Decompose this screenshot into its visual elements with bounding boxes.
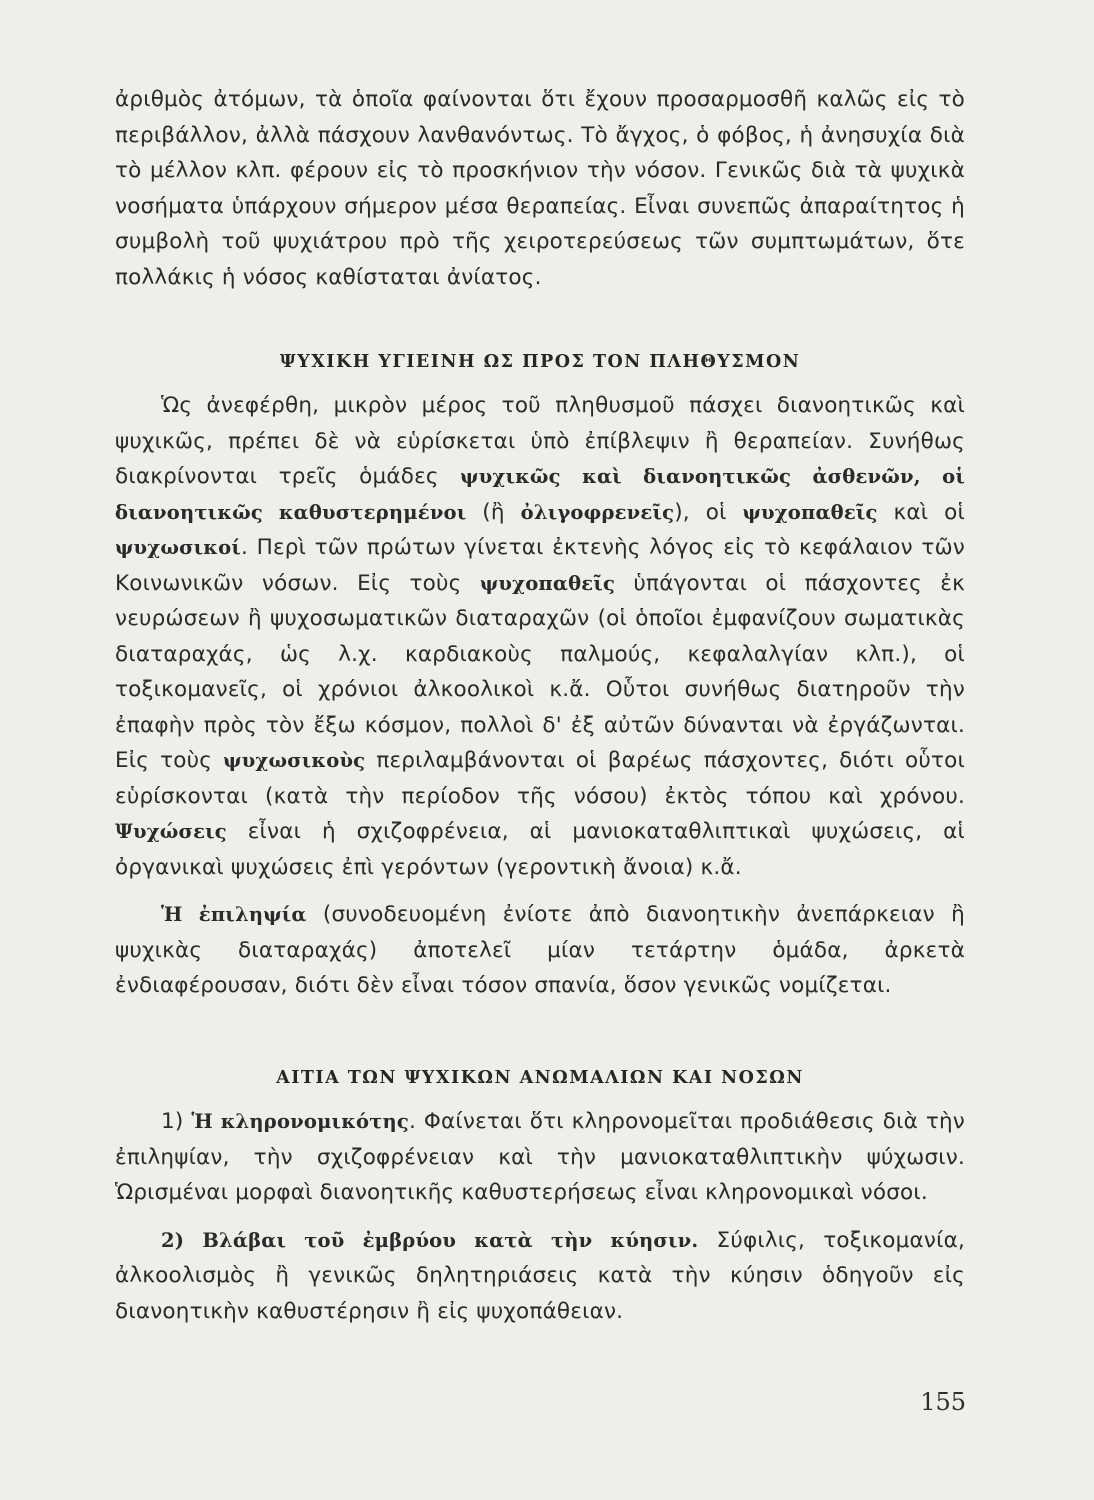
section-heading-mental-hygiene: ΨΥΧΙΚΗ ΥΓΙΕΙΝΗ ΩΣ ΠΡΟΣ ΤΟΝ ΠΛΗΘΥΣΜΟΝ [279, 352, 801, 372]
text-run: (συνοδευομένη ἐνίοτε ἀπὸ διανοητικὴν ἀνεπάρκειαν ἢ ψυχικὰς διαταραχάς) ἀποτελεῖ μίαν τετάρτην ὁμάδα, ἀρκετὰ ἐνδιαφέρουσαν, διότι δὲν εἶναι τόσον σπανία, ὅσον γενικῶς νομίζεται. [115, 902, 965, 998]
cause-item-heredity [115, 1104, 965, 1211]
bold-term: Ἡ κληρονομικότης [191, 1110, 409, 1133]
text-run: καὶ οἱ [877, 499, 965, 525]
cause-item-fetal-damage [115, 1223, 965, 1330]
bold-term: ψυχοπαθεῖς [479, 571, 616, 595]
bold-term: ψυχοπαθεῖς [742, 500, 878, 524]
section1-body [115, 388, 965, 1004]
section2-body [115, 1104, 965, 1329]
item-number: 1) [161, 1109, 192, 1134]
intro-paragraph-block [115, 82, 965, 295]
bold-term: Ψυχώσεις [115, 820, 227, 843]
text-run: ὑπάγονται οἱ πάσχοντες ἐκ νευρώσεων ἢ ψυχοσωματικῶν διαταραχῶν (οἱ ὁποῖοι ἐμφανίζουν σωματικὰς διαταραχάς, ὡς λ.χ. καρδιακοὺς παλμούς, κεφαλαλγίαν κλπ.), οἱ τοξικομανεῖς, οἱ χρόνιοι ἀλκοολικοὶ κ.ἄ. Οὗτοι συνήθως διατηροῦν τὴν ἐπαφὴν πρὸς τὸν ἔξω κόσμον, πολλοὶ δ' ἐξ αὐτῶν δύνανται νὰ ἐργάζωνται. Εἰς τοὺς [115, 570, 965, 773]
intro-paragraph: ἀριθμὸς ἀτόμων, τὰ ὁποῖα φαίνονται ὅτι ἔχουν προσαρμοσθῆ καλῶς εἰς τὸ περιβάλλον, ἀλλὰ πάσχουν λανθανόντως. Τὸ ἄγχος, ὁ φόβος, ἡ ἀνησυχία διὰ τὸ μέλλον κλπ. φέρουν εἰς τὸ προσκήνιον τὴν νόσον. Γενικῶς διὰ τὰ ψυχικὰ νοσήματα ὑπάρχουν σήμερον μέσα θεραπείας. Εἶναι συνεπῶς ἀπαραίτητος ἡ συμβολὴ τοῦ ψυχιάτρου πρὸ τῆς χειροτερεύσεως τῶν συμπτωμάτων, ὅτε πολλάκις ἡ νόσος καθίσταται ἀνίατος. [115, 87, 965, 290]
section-heading-causes: ΑΙΤΙΑ ΤΩΝ ΨΥΧΙΚΩΝ ΑΝΩΜΑΛΙΩΝ ΚΑΙ ΝΟΣΩΝ [276, 1068, 804, 1088]
section1-paragraph-1 [115, 388, 965, 885]
text-run: εἶναι ἡ σχιζοφρένεια, αἱ μανιοκαταθλιπτικαὶ ψυχώσεις, αἱ ὀργανικαὶ ψυχώσεις ἐπὶ γερόντων (γεροντικὴ ἄνοια) κ.ἄ. [115, 819, 965, 880]
bold-term: ψυχικῶς καὶ διανοητικῶς ἀσθενῶν, οἱ διανοητικῶς καθυστερημένοι [115, 465, 965, 524]
bold-term: ὀλιγοφρενεῖς [520, 500, 675, 524]
text-run: περιλαμβάνονται οἱ βαρέως πάσχοντες, διότι οὗτοι εὑρίσκονται (κατὰ τὴν περίοδον τῆς νόσου) ἐκτὸς τόπου καὶ χρόνου. [115, 748, 966, 809]
text-run: . Φαίνεται ὅτι κληρονομεῖται προδιάθεσις διὰ τὴν ἐπιληψίαν, τὴν σχιζοφρένειαν καὶ τὴν μανιοκαταθλιπτικὴν ψύχωσιν. Ὡρισμέναι μορφαὶ διανοητικῆς καθυστερήσεως εἶναι κληρονομικαὶ νόσοι. [115, 1109, 965, 1205]
text-run: Σύφιλις, τοξικομανία, ἀλκοολισμὸς ἢ γενικῶς δηλητηριάσεις κατὰ τὴν κύησιν ὁδηγοῦν εἰς διανοητικὴν καθυστέρησιν ἢ εἰς ψυχοπάθειαν. [115, 1227, 965, 1324]
bold-term: Ἡ ἐπιληψία [161, 903, 307, 926]
page-number: 155 [920, 1388, 966, 1416]
text-run: ), οἱ [674, 499, 743, 525]
bold-term: ψυχωσικοὺς [223, 749, 366, 772]
bold-term: 2) Βλάβαι τοῦ ἐμβρύου κατὰ τὴν κύησιν. [161, 1228, 699, 1252]
text-run: Ὡς ἀνεφέρθη, μικρὸν μέρος τοῦ πληθυσμοῦ πάσχει διανοητικῶς καὶ ψυχικῶς, πρέπει δὲ νὰ εὑρίσκεται ὑπὸ ἐπίβλεψιν ἢ θεραπείαν. Συνήθως διακρίνονται τρεῖς ὁμάδες [115, 393, 965, 489]
bold-term: ψυχωσικοί [115, 536, 241, 559]
text-run: . Περὶ τῶν πρώτων γίνεται ἐκτενὴς λόγος εἰς τὸ κεφάλαιον τῶν Κοινωνικῶν νόσων. Εἰς τοὺς [115, 535, 965, 596]
text-run: (ἢ [466, 499, 521, 525]
section1-paragraph-epilepsy [115, 897, 965, 1004]
